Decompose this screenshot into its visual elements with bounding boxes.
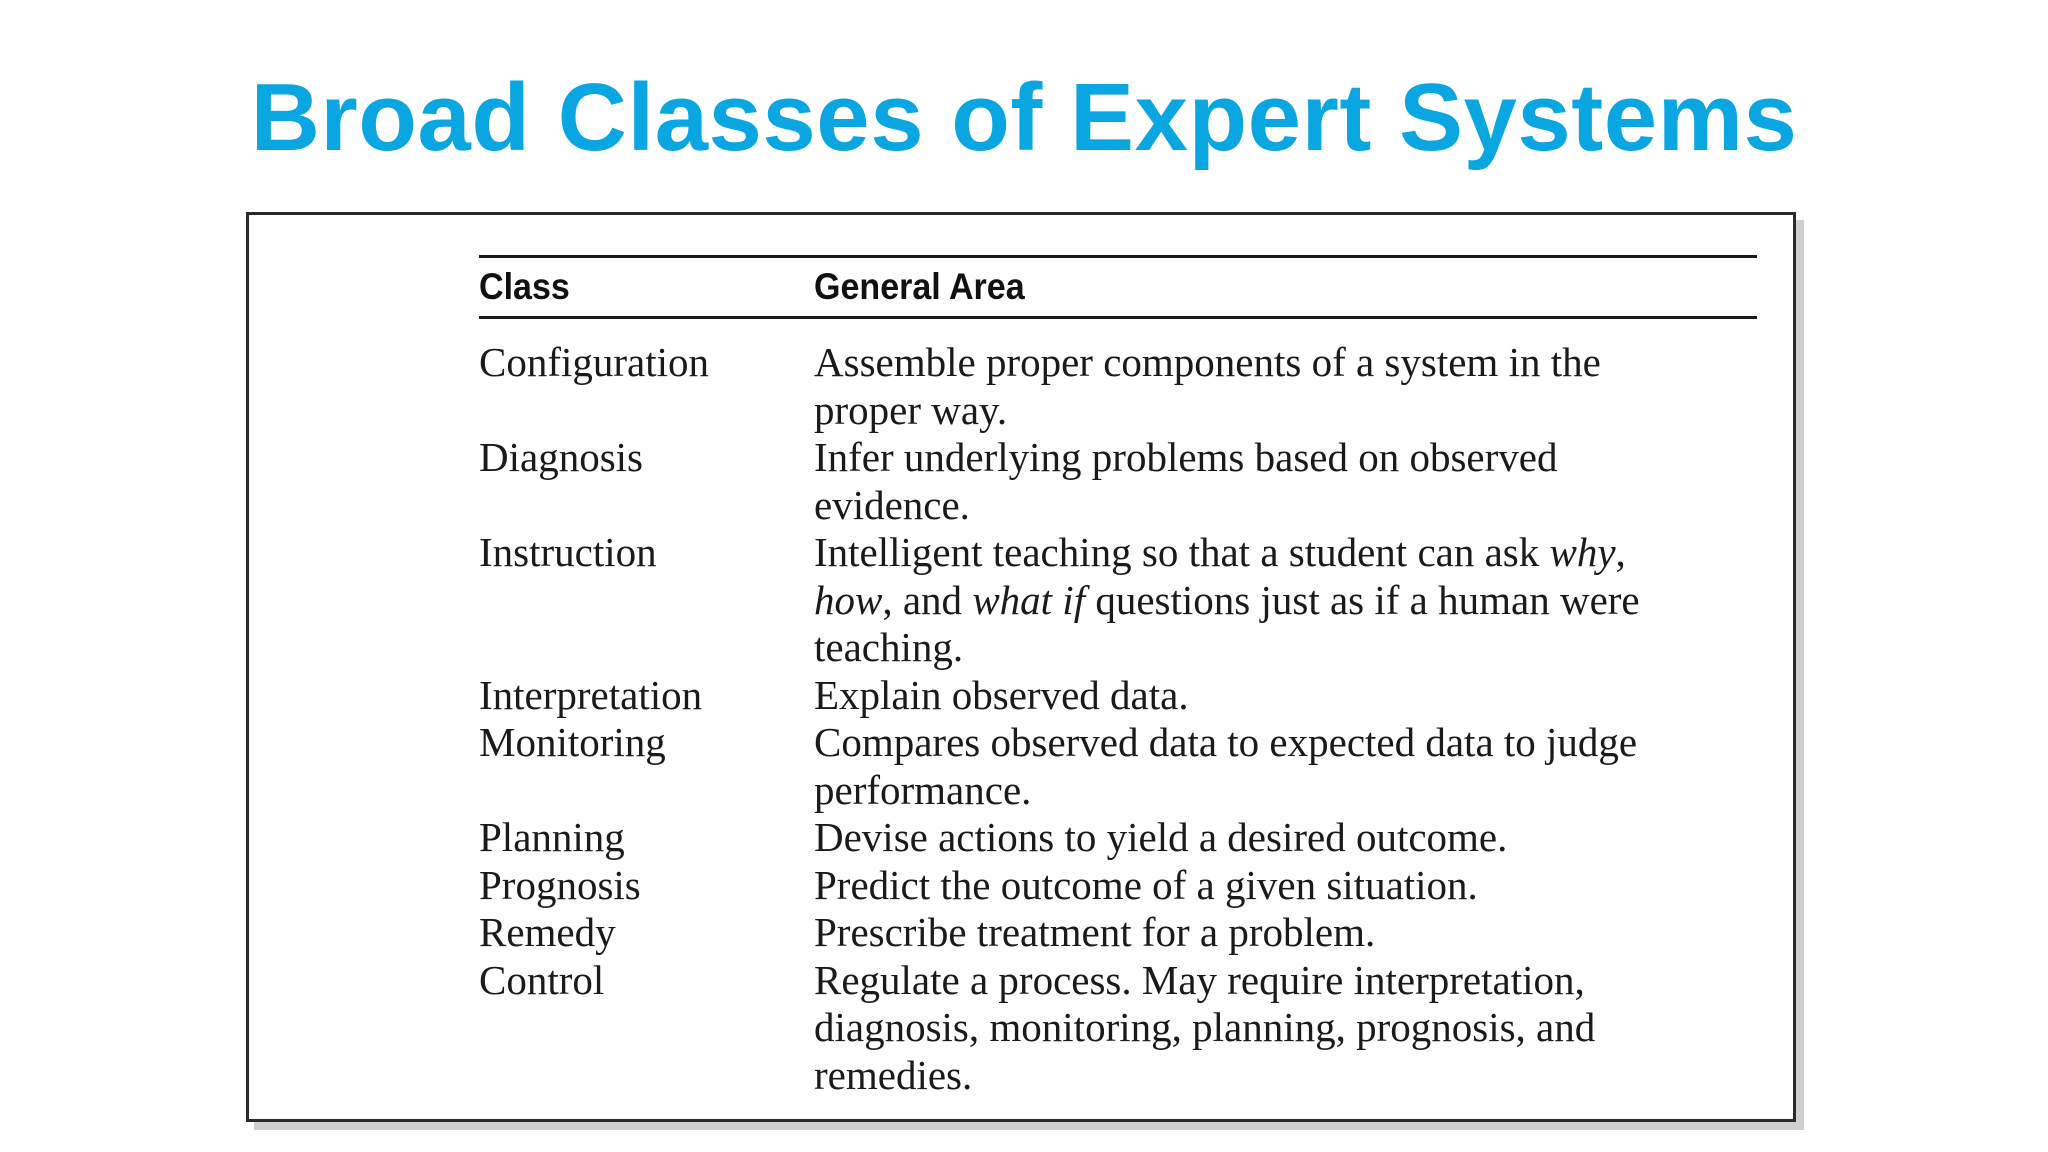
class-cell: Instruction	[479, 529, 657, 575]
class-cell: Prognosis	[479, 861, 641, 908]
area-line: Devise actions to yield a desired outcome.	[814, 814, 1508, 860]
area-line: Predict the outcome of a given situation.	[814, 861, 1478, 908]
area-cell	[814, 814, 1757, 862]
table-row	[479, 909, 1757, 957]
table-row	[479, 672, 1757, 720]
table-body	[479, 339, 1757, 1099]
table-row	[479, 434, 1757, 529]
area-cell	[814, 434, 1757, 529]
area-line: Infer underlying problems based on observed	[814, 434, 1558, 480]
area-line: Explain observed data.	[814, 671, 1189, 718]
area-cell	[814, 529, 1757, 672]
class-cell: Monitoring	[479, 719, 666, 765]
table-header-rule	[479, 316, 1757, 319]
area-line: evidence.	[814, 481, 970, 528]
class-cell: Control	[479, 956, 605, 1003]
area-line: performance.	[814, 766, 1032, 813]
area-line: remedies.	[814, 1051, 973, 1098]
class-cell: Remedy	[479, 909, 616, 955]
table-row	[479, 862, 1757, 910]
slide-title: Broad Classes of Expert Systems	[250, 64, 1798, 171]
table-row	[479, 339, 1757, 434]
table-row	[479, 814, 1757, 862]
area-line: Prescribe treatment for a problem.	[814, 909, 1376, 955]
class-cell: Diagnosis	[479, 434, 643, 480]
area-line: proper way.	[814, 386, 1008, 433]
area-line-italic: how, and what if questions just as if a human were	[814, 576, 1640, 623]
class-cell: Configuration	[479, 339, 710, 385]
table-frame	[246, 212, 1796, 1122]
area-cell	[814, 339, 1757, 434]
header-area-cell	[814, 266, 1757, 308]
area-line-italic: Intelligent teaching so that a student can ask why,	[814, 529, 1626, 575]
area-cell	[814, 957, 1757, 1100]
area-cell	[814, 672, 1757, 720]
table-header-row	[479, 258, 1757, 316]
area-line: Regulate a process. May require interpretation,	[814, 956, 1585, 1003]
header-general-area: General Area	[814, 266, 1025, 307]
area-line: Assemble proper components of a system in the	[814, 339, 1601, 385]
area-line: Compares observed data to expected data to judge	[814, 719, 1638, 765]
classes-table	[479, 255, 1757, 1099]
header-class: Class	[479, 266, 570, 307]
area-cell	[814, 719, 1757, 814]
class-cell: Interpretation	[479, 671, 703, 718]
table-row	[479, 957, 1757, 1100]
table-row	[479, 529, 1757, 672]
area-line: teaching.	[814, 624, 964, 670]
area-cell	[814, 909, 1757, 957]
area-cell	[814, 862, 1757, 910]
header-class-cell	[479, 266, 814, 308]
area-line: diagnosis, monitoring, planning, prognosis, and	[814, 1004, 1596, 1050]
class-cell: Planning	[479, 814, 625, 860]
table-row	[479, 719, 1757, 814]
